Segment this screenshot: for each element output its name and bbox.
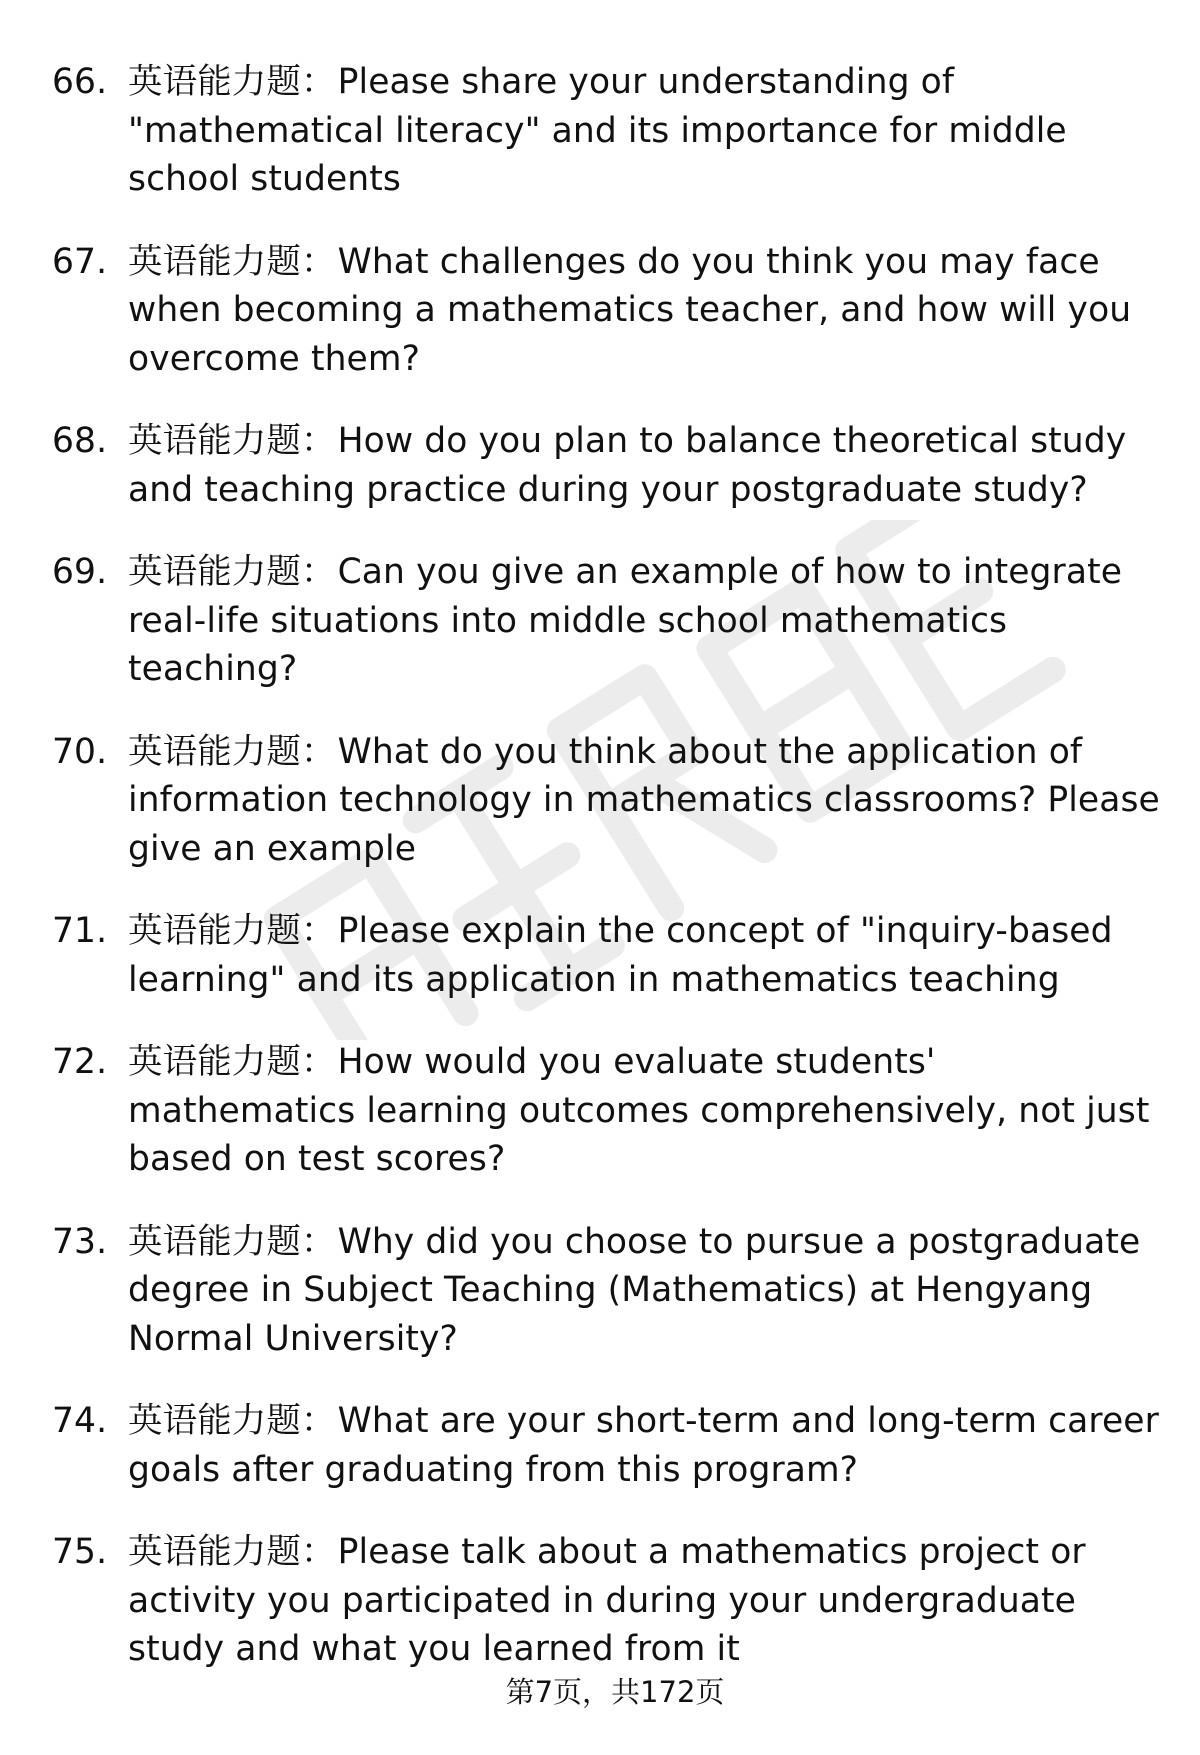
question-number: 71. [52, 911, 108, 951]
question-item [52, 1218, 1162, 1364]
question-text: What challenges do you think you may face when becoming a mathematics teacher, and how will you overcome them? [128, 241, 1132, 379]
question-item [52, 548, 1162, 694]
question-number: 74. [52, 1401, 108, 1441]
question-item [52, 1038, 1162, 1184]
question-list [52, 58, 1162, 1708]
question-tag: 英语能力题： [128, 1532, 336, 1572]
question-number: 72. [52, 1042, 108, 1082]
question-tag: 英语能力题： [128, 1042, 336, 1082]
question-number: 66. [52, 62, 108, 102]
question-item [52, 58, 1162, 204]
question-item [52, 907, 1162, 1004]
question-item [52, 1528, 1162, 1674]
question-text: How do you plan to balance theoretical study and teaching practice during your postgraduate study? [128, 421, 1127, 510]
question-item [52, 417, 1162, 514]
question-text: Please talk about a mathematics project or activity you participated in during your undergraduate study and what you learned from it [128, 1532, 1086, 1669]
question-tag: 英语能力题： [128, 62, 336, 102]
question-number: 67. [52, 241, 108, 282]
question-text: Please share your understanding of "mathematical literacy" and its importance for middle school students [128, 62, 1067, 199]
question-number: 68. [52, 421, 108, 461]
question-text: What are your short-term and long-term career goals after graduating from this program? [128, 1401, 1159, 1490]
question-number: 70. [52, 731, 108, 772]
question-tag: 英语能力题： [128, 911, 336, 951]
question-text: Please explain the concept of "inquiry-based learning" and its application in mathematics teaching [128, 911, 1113, 1000]
question-item [52, 238, 1162, 384]
question-tag: 英语能力题： [128, 241, 336, 282]
question-text: What do you think about the application of information technology in mathematics classrooms? Please give an example [128, 731, 1160, 869]
question-tag: 英语能力题： [128, 1401, 336, 1441]
question-number: 69. [52, 552, 108, 592]
question-number: 75. [52, 1532, 108, 1572]
question-text: How would you evaluate students' mathematics learning outcomes comprehensively, not just based on test scores? [128, 1042, 1150, 1179]
question-item [52, 728, 1162, 874]
question-number: 73. [52, 1221, 108, 1262]
page-footer: 第7页，共172页 [505, 1675, 725, 1709]
question-text: Why did you choose to pursue a postgraduate degree in Subject Teaching (Mathematics) at Hengyang Normal University? [128, 1221, 1141, 1359]
question-tag: 英语能力题： [128, 731, 336, 772]
question-tag: 英语能力题： [128, 421, 336, 461]
question-text: Can you give an example of how to integrate real-life situations into middle school mathematics teaching? [128, 552, 1123, 689]
question-item [52, 1397, 1162, 1494]
question-tag: 英语能力题： [128, 1221, 336, 1262]
question-tag: 英语能力题： [128, 552, 336, 592]
